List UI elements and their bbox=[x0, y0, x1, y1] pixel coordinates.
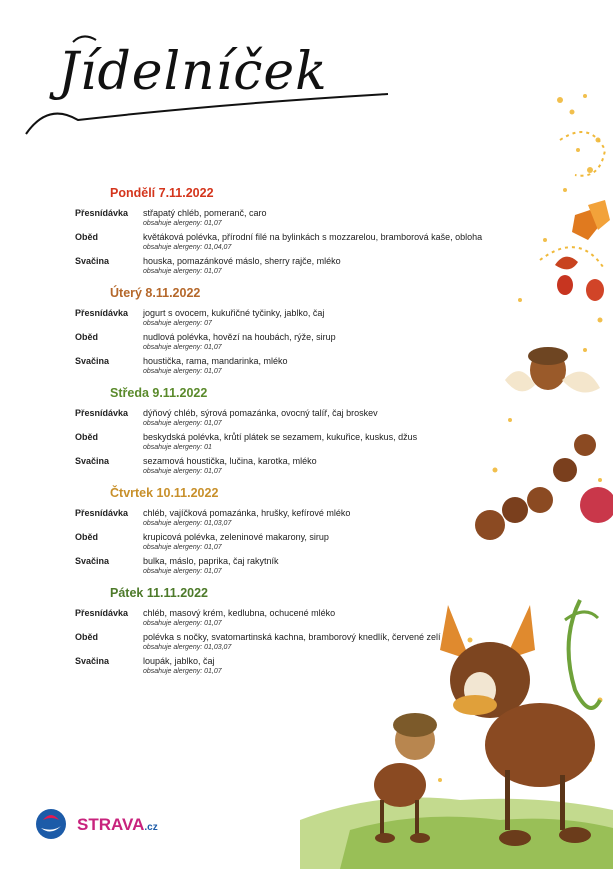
meal-allergens: obsahuje alergeny: 01,03,07 bbox=[143, 520, 232, 527]
meal-row bbox=[0, 456, 560, 476]
meal-row bbox=[0, 556, 560, 576]
meal-allergens: obsahuje alergeny: 01,03,07 bbox=[143, 644, 232, 651]
meal-row bbox=[0, 656, 560, 676]
day-section bbox=[0, 286, 560, 376]
meal-text: houska, pomazánkové máslo, sherry rajče, mléko bbox=[143, 256, 341, 266]
meal-label: Přesnídávka bbox=[75, 508, 129, 518]
strava-logo bbox=[33, 806, 158, 842]
strava-logo-icon bbox=[33, 806, 73, 842]
meal-text: beskydská polévka, krůtí plátek se sezamem, kukuřice, kuskus, džus bbox=[143, 432, 418, 442]
meal-label: Oběd bbox=[75, 332, 99, 342]
meal-text: střapatý chléb, pomeranč, caro bbox=[143, 208, 267, 218]
meal-text: polévka s nočky, svatomartinská kachna, bramborový knedlík, červené zelí bbox=[143, 632, 441, 642]
meal-body bbox=[143, 232, 560, 252]
meal-allergens: obsahuje alergeny: 01,07 bbox=[143, 668, 222, 675]
meal-allergens: obsahuje alergeny: 01,07 bbox=[143, 268, 222, 275]
meal-label: Svačina bbox=[75, 456, 110, 466]
meal-label: Oběd bbox=[75, 532, 99, 542]
meal-body bbox=[143, 408, 560, 428]
title-area bbox=[18, 22, 398, 142]
meal-allergens: obsahuje alergeny: 01,07 bbox=[143, 568, 222, 575]
day-section bbox=[0, 486, 560, 576]
meal-allergens: obsahuje alergeny: 01,07 bbox=[143, 544, 222, 551]
meal-body bbox=[143, 256, 560, 276]
day-title: Pátek 11.11.2022 bbox=[110, 586, 209, 600]
meal-row bbox=[0, 432, 560, 452]
logo-name: STRAVA bbox=[77, 815, 145, 834]
meal-row bbox=[0, 308, 560, 328]
meal-allergens: obsahuje alergeny: 01,07 bbox=[143, 620, 222, 627]
meal-text: krupicová polévka, zeleninové makarony, sirup bbox=[143, 532, 329, 542]
meal-body bbox=[143, 632, 560, 652]
meal-label: Oběd bbox=[75, 432, 99, 442]
meal-row bbox=[0, 256, 560, 276]
meal-text: jogurt s ovocem, kukuřičné tyčinky, jablko, čaj bbox=[143, 308, 325, 318]
meal-text: loupák, jablko, čaj bbox=[143, 656, 215, 666]
meal-body bbox=[143, 308, 560, 328]
meal-label: Svačina bbox=[75, 256, 110, 266]
meal-body bbox=[143, 608, 560, 628]
meal-text: dýňový chléb, sýrová pomazánka, ovocný talíř, čaj broskev bbox=[143, 408, 378, 418]
meal-allergens: obsahuje alergeny: 01,07 bbox=[143, 468, 222, 475]
meal-text: chléb, masový krém, kedlubna, ochucené mléko bbox=[143, 608, 336, 618]
meal-allergens: obsahuje alergeny: 07 bbox=[143, 320, 212, 327]
day-section bbox=[0, 386, 560, 476]
weekly-menu bbox=[0, 186, 560, 686]
meal-body bbox=[143, 208, 560, 228]
meal-allergens: obsahuje alergeny: 01,07 bbox=[143, 368, 222, 375]
meal-allergens: obsahuje alergeny: 01 bbox=[143, 444, 212, 451]
day-title: Úterý 8.11.2022 bbox=[110, 286, 201, 300]
meal-label: Oběd bbox=[75, 632, 99, 642]
meal-label: Svačina bbox=[75, 656, 110, 666]
meal-body bbox=[143, 432, 560, 452]
meal-label: Svačina bbox=[75, 556, 110, 566]
meal-body bbox=[143, 556, 560, 576]
day-title: Čtvrtek 10.11.2022 bbox=[110, 486, 219, 500]
meal-text: nudlová polévka, hovězí na houbách, rýže, sirup bbox=[143, 332, 336, 342]
logo-suffix: .cz bbox=[144, 822, 158, 833]
page-title: Jídelníček bbox=[58, 42, 328, 102]
meal-label: Přesnídávka bbox=[75, 308, 129, 318]
meal-text: bulka, máslo, paprika, čaj rakytník bbox=[143, 556, 279, 566]
meal-label: Oběd bbox=[75, 232, 99, 242]
meal-allergens: obsahuje alergeny: 01,07 bbox=[143, 220, 222, 227]
meal-row bbox=[0, 508, 560, 528]
day-title: Středa 9.11.2022 bbox=[110, 386, 208, 400]
meal-allergens: obsahuje alergeny: 01,04,07 bbox=[143, 244, 232, 251]
meal-label: Přesnídávka bbox=[75, 408, 129, 418]
meal-body bbox=[143, 656, 560, 676]
meal-body bbox=[143, 508, 560, 528]
meal-body bbox=[143, 356, 560, 376]
meal-body bbox=[143, 456, 560, 476]
meal-text: houstička, rama, mandarinka, mléko bbox=[143, 356, 288, 366]
day-section bbox=[0, 586, 560, 676]
meal-text: chléb, vajíčková pomazánka, hrušky, kefírové mléko bbox=[143, 508, 351, 518]
meal-row bbox=[0, 208, 560, 228]
meal-text: květáková polévka, přírodní filé na bylinkách s mozzarelou, bramborová kaše, obloha bbox=[143, 232, 483, 242]
meal-row bbox=[0, 532, 560, 552]
meal-allergens: obsahuje alergeny: 01,07 bbox=[143, 344, 222, 351]
day-title: Pondělí 7.11.2022 bbox=[110, 186, 214, 200]
meal-row bbox=[0, 608, 560, 628]
meal-row bbox=[0, 232, 560, 252]
meal-label: Přesnídávka bbox=[75, 608, 129, 618]
meal-body bbox=[143, 332, 560, 352]
meal-row bbox=[0, 356, 560, 376]
meal-label: Přesnídávka bbox=[75, 208, 129, 218]
day-section bbox=[0, 186, 560, 276]
meal-text: sezamová houstička, lučina, karotka, mléko bbox=[143, 456, 317, 466]
meal-body bbox=[143, 532, 560, 552]
meal-row bbox=[0, 332, 560, 352]
meal-row bbox=[0, 632, 560, 652]
meal-row bbox=[0, 408, 560, 428]
meal-allergens: obsahuje alergeny: 01,07 bbox=[143, 420, 222, 427]
meal-label: Svačina bbox=[75, 356, 110, 366]
logo-wordmark bbox=[77, 815, 158, 835]
